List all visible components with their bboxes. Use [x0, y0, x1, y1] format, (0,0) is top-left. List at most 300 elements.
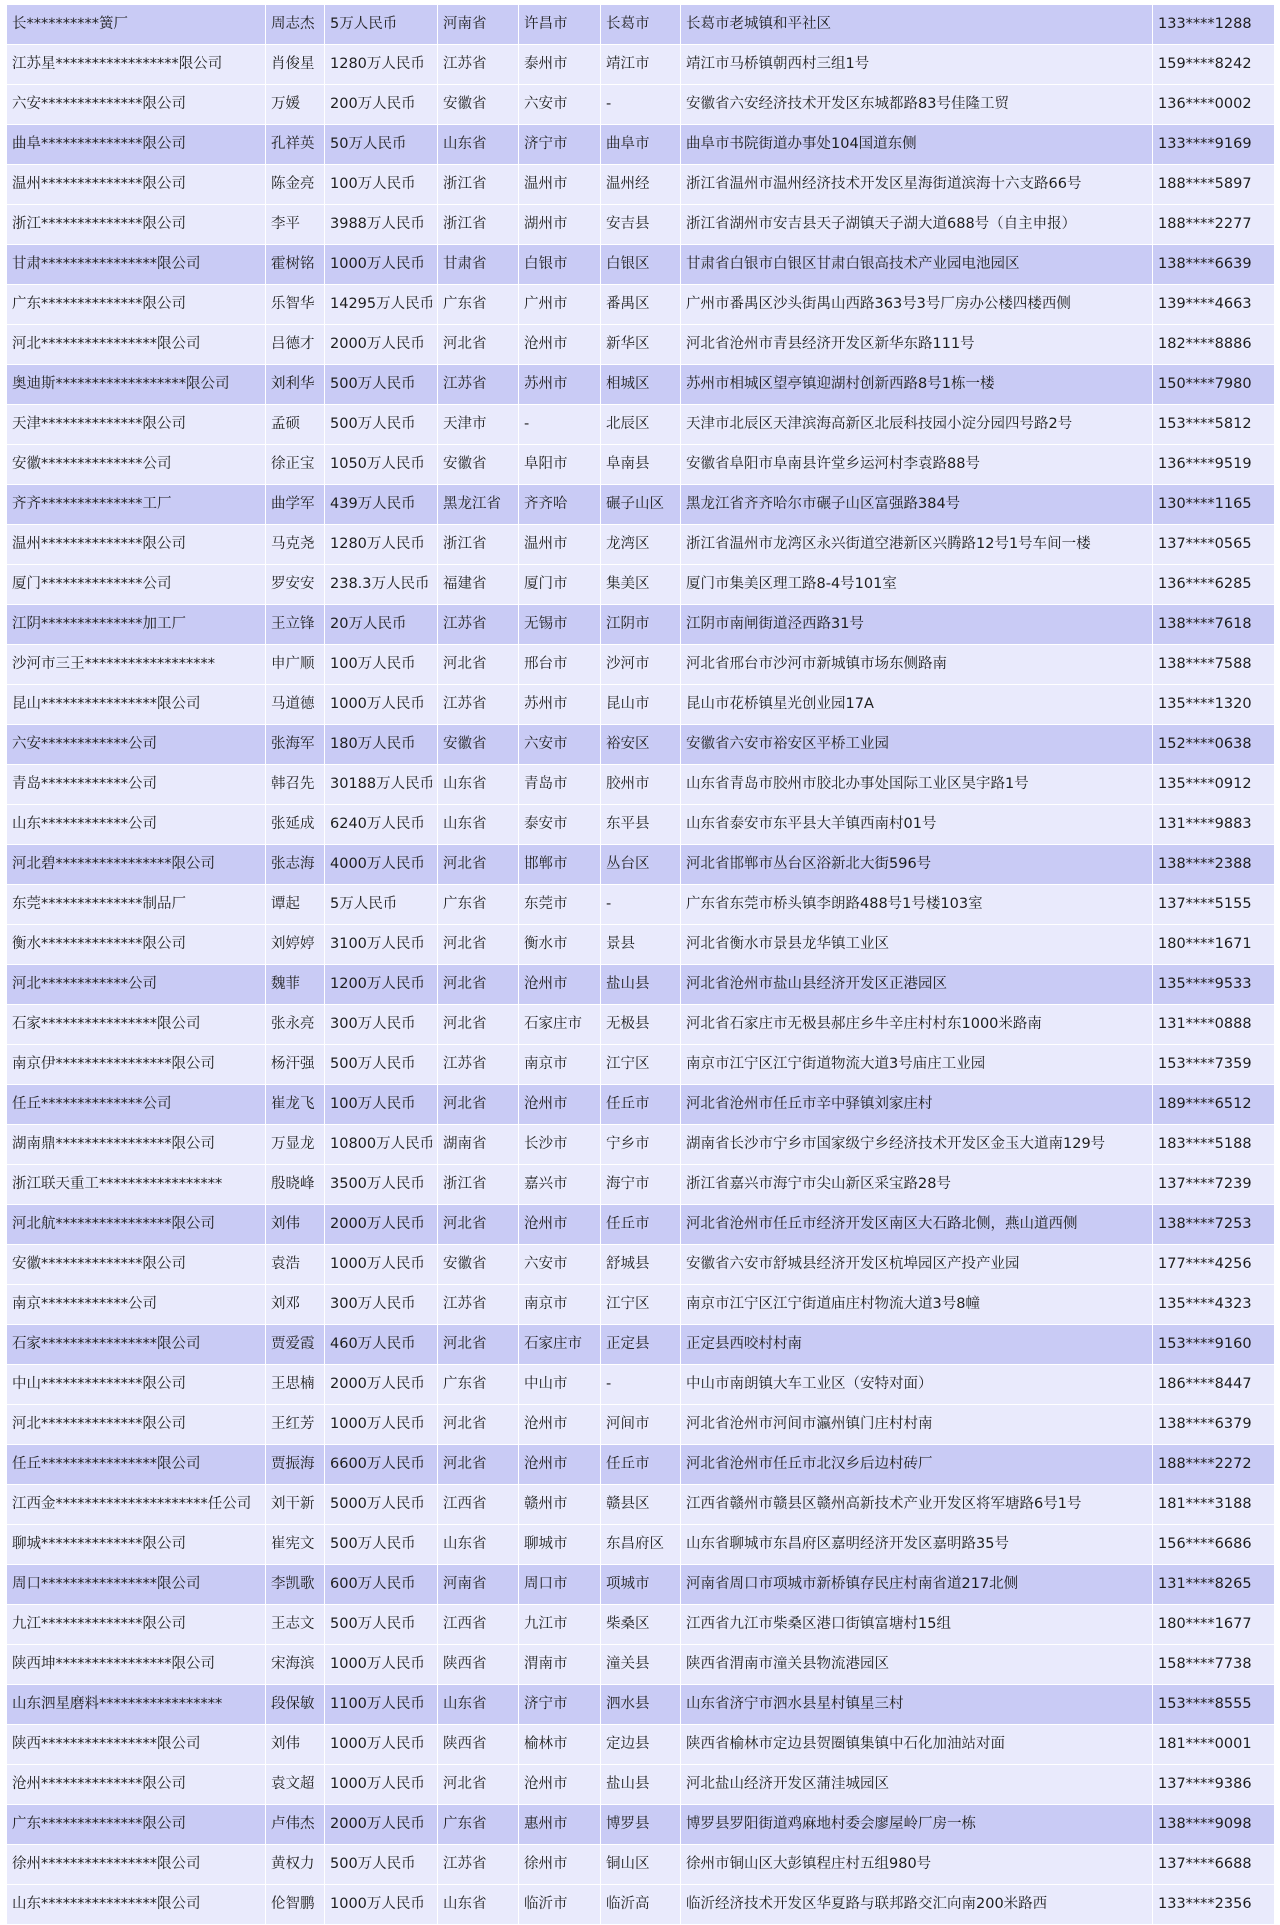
- registered-capital-cell: 500万人民币: [325, 1845, 438, 1885]
- table-row: [7, 285, 1275, 325]
- address-cell: 浙江省湖州市安吉县天子湖镇天子湖大道688号（自主申报）: [681, 205, 1153, 245]
- registered-capital-cell: 439万人民币: [325, 485, 438, 525]
- phone-cell: 159****8242: [1153, 45, 1275, 85]
- company-name-cell: 齐齐**************工厂: [7, 485, 266, 525]
- province-cell: 河北省: [438, 1765, 519, 1805]
- registered-capital-cell: 1000万人民币: [325, 1645, 438, 1685]
- address-cell: 河北省沧州市任丘市北汉乡后边村砖厂: [681, 1445, 1153, 1485]
- table-row: [7, 1845, 1275, 1885]
- province-cell: 河北省: [438, 325, 519, 365]
- district-cell: 温州经: [601, 165, 681, 205]
- company-name-cell: 江西金*********************任公司: [7, 1485, 266, 1525]
- province-cell: 江西省: [438, 1485, 519, 1525]
- registered-capital-cell: 200万人民币: [325, 85, 438, 125]
- contact-name-cell: 刘伟: [266, 1725, 325, 1765]
- city-cell: 济宁市: [519, 1685, 601, 1725]
- contact-name-cell: 宋海滨: [266, 1645, 325, 1685]
- phone-cell: 177****4256: [1153, 1245, 1275, 1285]
- address-cell: 浙江省温州市龙湾区永兴街道空港新区兴腾路12号1号车间一楼: [681, 525, 1153, 565]
- company-name-cell: 衡水**************限公司: [7, 925, 266, 965]
- registered-capital-cell: 500万人民币: [325, 405, 438, 445]
- table-row: [7, 565, 1275, 605]
- address-cell: 浙江省嘉兴市海宁市尖山新区采宝路28号: [681, 1165, 1153, 1205]
- address-cell: 苏州市相城区望亭镇迎湖村创新西路8号1栋一楼: [681, 365, 1153, 405]
- contact-name-cell: 张志海: [266, 845, 325, 885]
- phone-cell: 188****2272: [1153, 1445, 1275, 1485]
- contact-name-cell: 乐智华: [266, 285, 325, 325]
- address-cell: 河北省沧州市盐山县经济开发区正港园区: [681, 965, 1153, 1005]
- address-cell: 天津市北辰区天津滨海高新区北辰科技园小淀分园四号路2号: [681, 405, 1153, 445]
- district-cell: 潼关县: [601, 1645, 681, 1685]
- address-cell: 江西省九江市柴桑区港口街镇富塘村15组: [681, 1605, 1153, 1645]
- contact-name-cell: 万媛: [266, 85, 325, 125]
- registered-capital-cell: 1000万人民币: [325, 1405, 438, 1445]
- address-cell: 河北省邢台市沙河市新城镇市场东侧路南: [681, 645, 1153, 685]
- company-name-cell: 安徽**************公司: [7, 445, 266, 485]
- address-cell: 河北省衡水市景县龙华镇工业区: [681, 925, 1153, 965]
- phone-cell: 153****7359: [1153, 1045, 1275, 1085]
- registered-capital-cell: 1000万人民币: [325, 245, 438, 285]
- district-cell: 裕安区: [601, 725, 681, 765]
- company-name-cell: 河北碧****************限公司: [7, 845, 266, 885]
- phone-cell: 136****9519: [1153, 445, 1275, 485]
- contact-name-cell: 刘利华: [266, 365, 325, 405]
- address-cell: 浙江省温州市温州经济技术开发区星海街道滨海十六支路66号: [681, 165, 1153, 205]
- city-cell: 石家庄市: [519, 1325, 601, 1365]
- address-cell: 正定县西咬村村南: [681, 1325, 1153, 1365]
- province-cell: 河北省: [438, 645, 519, 685]
- address-cell: 安徽省六安市裕安区平桥工业园: [681, 725, 1153, 765]
- table-row: [7, 1245, 1275, 1285]
- province-cell: 山东省: [438, 125, 519, 165]
- contact-name-cell: 袁文超: [266, 1765, 325, 1805]
- company-name-cell: 聊城**************限公司: [7, 1525, 266, 1565]
- company-name-cell: 昆山****************限公司: [7, 685, 266, 725]
- address-cell: 陕西省渭南市潼关县物流港园区: [681, 1645, 1153, 1685]
- registered-capital-cell: 1280万人民币: [325, 525, 438, 565]
- address-cell: 山东省聊城市东昌府区嘉明经济开发区嘉明路35号: [681, 1525, 1153, 1565]
- phone-cell: 137****7239: [1153, 1165, 1275, 1205]
- address-cell: 江西省赣州市赣县区赣州高新技术产业开发区将军塘路6号1号: [681, 1485, 1153, 1525]
- district-cell: 阜南县: [601, 445, 681, 485]
- contact-name-cell: 吕德才: [266, 325, 325, 365]
- phone-cell: 135****9533: [1153, 965, 1275, 1005]
- district-cell: 海宁市: [601, 1165, 681, 1205]
- province-cell: 山东省: [438, 805, 519, 845]
- district-cell: 新华区: [601, 325, 681, 365]
- city-cell: 沧州市: [519, 1085, 601, 1125]
- contact-name-cell: 孟硕: [266, 405, 325, 445]
- district-cell: 番禺区: [601, 285, 681, 325]
- city-cell: 渭南市: [519, 1645, 601, 1685]
- registered-capital-cell: 100万人民币: [325, 1085, 438, 1125]
- table-row: [7, 805, 1275, 845]
- address-cell: 曲阜市书院街道办事处104国道东侧: [681, 125, 1153, 165]
- company-name-cell: 温州**************限公司: [7, 165, 266, 205]
- table-row: [7, 1685, 1275, 1725]
- table-row: [7, 85, 1275, 125]
- registered-capital-cell: 5000万人民币: [325, 1485, 438, 1525]
- phone-cell: 138****6639: [1153, 245, 1275, 285]
- district-cell: 河间市: [601, 1405, 681, 1445]
- registered-capital-cell: 3500万人民币: [325, 1165, 438, 1205]
- company-name-cell: 甘肃****************限公司: [7, 245, 266, 285]
- province-cell: 安徽省: [438, 445, 519, 485]
- city-cell: 齐齐哈: [519, 485, 601, 525]
- company-name-cell: 九江**************限公司: [7, 1605, 266, 1645]
- contact-name-cell: 李平: [266, 205, 325, 245]
- registered-capital-cell: 20万人民币: [325, 605, 438, 645]
- contact-name-cell: 殷晓峰: [266, 1165, 325, 1205]
- registered-capital-cell: 3100万人民币: [325, 925, 438, 965]
- city-cell: 南京市: [519, 1045, 601, 1085]
- contact-name-cell: 罗安安: [266, 565, 325, 605]
- table-row: [7, 125, 1275, 165]
- district-cell: 临沂高: [601, 1885, 681, 1925]
- contact-name-cell: 崔宪文: [266, 1525, 325, 1565]
- phone-cell: 152****0638: [1153, 725, 1275, 765]
- contact-name-cell: 万显龙: [266, 1125, 325, 1165]
- city-cell: 榆林市: [519, 1725, 601, 1765]
- city-cell: 厦门市: [519, 565, 601, 605]
- table-row: [7, 5, 1275, 45]
- district-cell: 东平县: [601, 805, 681, 845]
- city-cell: 沧州市: [519, 1765, 601, 1805]
- company-name-cell: 山东泗星磨料*****************: [7, 1685, 266, 1725]
- phone-cell: 188****5897: [1153, 165, 1275, 205]
- address-cell: 河北省沧州市青县经济开发区新华东路111号: [681, 325, 1153, 365]
- table-row: [7, 1525, 1275, 1565]
- province-cell: 黑龙江省: [438, 485, 519, 525]
- company-name-cell: 石家****************限公司: [7, 1005, 266, 1045]
- district-cell: 盐山县: [601, 1765, 681, 1805]
- contact-name-cell: 张永亮: [266, 1005, 325, 1045]
- phone-cell: 138****9098: [1153, 1805, 1275, 1845]
- province-cell: 广东省: [438, 1805, 519, 1845]
- province-cell: 浙江省: [438, 165, 519, 205]
- company-name-cell: 曲阜**************限公司: [7, 125, 266, 165]
- contact-name-cell: 徐正宝: [266, 445, 325, 485]
- province-cell: 福建省: [438, 565, 519, 605]
- phone-cell: 130****1165: [1153, 485, 1275, 525]
- registered-capital-cell: 100万人民币: [325, 645, 438, 685]
- contact-name-cell: 刘邓: [266, 1285, 325, 1325]
- province-cell: 甘肃省: [438, 245, 519, 285]
- registered-capital-cell: 1100万人民币: [325, 1685, 438, 1725]
- table-row: [7, 485, 1275, 525]
- company-name-cell: 河北****************限公司: [7, 325, 266, 365]
- contact-name-cell: 韩召先: [266, 765, 325, 805]
- company-name-cell: 河北**************限公司: [7, 1405, 266, 1445]
- province-cell: 山东省: [438, 1685, 519, 1725]
- phone-cell: 137****0565: [1153, 525, 1275, 565]
- table-row: [7, 1445, 1275, 1485]
- company-name-cell: 奥迪斯******************限公司: [7, 365, 266, 405]
- city-cell: 南京市: [519, 1285, 601, 1325]
- registered-capital-cell: 500万人民币: [325, 1605, 438, 1645]
- registered-capital-cell: 5万人民币: [325, 885, 438, 925]
- registered-capital-cell: 4000万人民币: [325, 845, 438, 885]
- company-name-cell: 六安************公司: [7, 725, 266, 765]
- phone-cell: 131****8265: [1153, 1565, 1275, 1605]
- registered-capital-cell: 100万人民币: [325, 165, 438, 205]
- address-cell: 江阴市南闸街道泾西路31号: [681, 605, 1153, 645]
- address-cell: 山东省青岛市胶州市胶北办事处国际工业区昊宇路1号: [681, 765, 1153, 805]
- city-cell: 湖州市: [519, 205, 601, 245]
- district-cell: 景县: [601, 925, 681, 965]
- company-name-cell: 广东**************限公司: [7, 285, 266, 325]
- address-cell: 黑龙江省齐齐哈尔市碾子山区富强路384号: [681, 485, 1153, 525]
- district-cell: 东昌府区: [601, 1525, 681, 1565]
- city-cell: 沧州市: [519, 1205, 601, 1245]
- province-cell: 江苏省: [438, 1285, 519, 1325]
- registered-capital-cell: 500万人民币: [325, 1525, 438, 1565]
- province-cell: 江西省: [438, 1605, 519, 1645]
- table-row: [7, 1285, 1275, 1325]
- address-cell: 河北省沧州市河间市瀛州镇门庄村村南: [681, 1405, 1153, 1445]
- phone-cell: 180****1671: [1153, 925, 1275, 965]
- city-cell: 石家庄市: [519, 1005, 601, 1045]
- table-row: [7, 1205, 1275, 1245]
- contact-name-cell: 贾振海: [266, 1445, 325, 1485]
- province-cell: 陕西省: [438, 1725, 519, 1765]
- city-cell: 苏州市: [519, 685, 601, 725]
- city-cell: 赣州市: [519, 1485, 601, 1525]
- phone-cell: 158****7738: [1153, 1645, 1275, 1685]
- table-row: [7, 1125, 1275, 1165]
- company-name-cell: 河北************公司: [7, 965, 266, 1005]
- phone-cell: 133****1288: [1153, 5, 1275, 45]
- table-row: [7, 525, 1275, 565]
- address-cell: 甘肃省白银市白银区甘肃白银高技术产业园电池园区: [681, 245, 1153, 285]
- province-cell: 山东省: [438, 1885, 519, 1925]
- address-cell: 河北盐山经济开发区蒲洼城园区: [681, 1765, 1153, 1805]
- district-cell: 丛台区: [601, 845, 681, 885]
- company-name-cell: 陕西****************限公司: [7, 1725, 266, 1765]
- table-row: [7, 765, 1275, 805]
- phone-cell: 181****3188: [1153, 1485, 1275, 1525]
- address-cell: 广州市番禺区沙头街禺山西路363号3号厂房办公楼四楼西侧: [681, 285, 1153, 325]
- city-cell: 临沂市: [519, 1885, 601, 1925]
- registered-capital-cell: 500万人民币: [325, 1045, 438, 1085]
- address-cell: 南京市江宁区江宁街道物流大道3号庙庄工业园: [681, 1045, 1153, 1085]
- phone-cell: 138****7618: [1153, 605, 1275, 645]
- registered-capital-cell: 50万人民币: [325, 125, 438, 165]
- address-cell: 河北省沧州市任丘市经济开发区南区大石路北侧，燕山道西侧: [681, 1205, 1153, 1245]
- district-cell: 集美区: [601, 565, 681, 605]
- province-cell: 河南省: [438, 5, 519, 45]
- address-cell: 陕西省榆林市定边县贺圈镇集镇中石化加油站对面: [681, 1725, 1153, 1765]
- contact-name-cell: 谭起: [266, 885, 325, 925]
- phone-cell: 139****4663: [1153, 285, 1275, 325]
- company-name-cell: 广东**************限公司: [7, 1805, 266, 1845]
- company-name-cell: 任丘****************限公司: [7, 1445, 266, 1485]
- contact-name-cell: 孔祥英: [266, 125, 325, 165]
- table-row: [7, 205, 1275, 245]
- city-cell: 六安市: [519, 1245, 601, 1285]
- table-row: [7, 645, 1275, 685]
- registered-capital-cell: 2000万人民币: [325, 1805, 438, 1845]
- province-cell: 河北省: [438, 965, 519, 1005]
- district-cell: 长葛市: [601, 5, 681, 45]
- province-cell: 江苏省: [438, 1045, 519, 1085]
- province-cell: 浙江省: [438, 205, 519, 245]
- company-name-cell: 浙江联天重工*****************: [7, 1165, 266, 1205]
- city-cell: 六安市: [519, 725, 601, 765]
- district-cell: 定边县: [601, 1725, 681, 1765]
- registered-capital-cell: 14295万人民币: [325, 285, 438, 325]
- address-cell: 临沂经济技术开发区华夏路与联邦路交汇向南200米路西: [681, 1885, 1153, 1925]
- district-cell: 盐山县: [601, 965, 681, 1005]
- table-row: [7, 1005, 1275, 1045]
- city-cell: -: [519, 405, 601, 445]
- province-cell: 浙江省: [438, 525, 519, 565]
- phone-cell: 131****0888: [1153, 1005, 1275, 1045]
- city-cell: 周口市: [519, 1565, 601, 1605]
- registered-capital-cell: 1280万人民币: [325, 45, 438, 85]
- province-cell: 江苏省: [438, 685, 519, 725]
- city-cell: 许昌市: [519, 5, 601, 45]
- district-cell: 靖江市: [601, 45, 681, 85]
- district-cell: 博罗县: [601, 1805, 681, 1845]
- city-cell: 泰州市: [519, 45, 601, 85]
- district-cell: 相城区: [601, 365, 681, 405]
- province-cell: 广东省: [438, 285, 519, 325]
- district-cell: 沙河市: [601, 645, 681, 685]
- district-cell: 舒城县: [601, 1245, 681, 1285]
- registered-capital-cell: 30188万人民币: [325, 765, 438, 805]
- district-cell: 铜山区: [601, 1845, 681, 1885]
- table-row: [7, 365, 1275, 405]
- contact-name-cell: 马道德: [266, 685, 325, 725]
- company-name-cell: 山东************公司: [7, 805, 266, 845]
- city-cell: 沧州市: [519, 1445, 601, 1485]
- registered-capital-cell: 238.3万人民币: [325, 565, 438, 605]
- phone-cell: 138****7253: [1153, 1205, 1275, 1245]
- contact-name-cell: 李凯歌: [266, 1565, 325, 1605]
- table-row: [7, 165, 1275, 205]
- city-cell: 徐州市: [519, 1845, 601, 1885]
- district-cell: 赣县区: [601, 1485, 681, 1525]
- table-row: [7, 1405, 1275, 1445]
- city-cell: 邢台市: [519, 645, 601, 685]
- address-cell: 广东省东莞市桥头镇李朗路488号1号楼103室: [681, 885, 1153, 925]
- phone-cell: 156****6686: [1153, 1525, 1275, 1565]
- table-row: [7, 1885, 1275, 1925]
- address-cell: 长葛市老城镇和平社区: [681, 5, 1153, 45]
- city-cell: 沧州市: [519, 325, 601, 365]
- contact-name-cell: 霍树铭: [266, 245, 325, 285]
- contact-name-cell: 张海军: [266, 725, 325, 765]
- province-cell: 河北省: [438, 845, 519, 885]
- contact-name-cell: 袁浩: [266, 1245, 325, 1285]
- city-cell: 苏州市: [519, 365, 601, 405]
- address-cell: 山东省济宁市泗水县星村镇星三村: [681, 1685, 1153, 1725]
- registered-capital-cell: 1200万人民币: [325, 965, 438, 1005]
- city-cell: 九江市: [519, 1605, 601, 1645]
- district-cell: 江宁区: [601, 1285, 681, 1325]
- contact-name-cell: 贾爱霞: [266, 1325, 325, 1365]
- company-name-cell: 陕西坤****************限公司: [7, 1645, 266, 1685]
- city-cell: 无锡市: [519, 605, 601, 645]
- district-cell: 江阴市: [601, 605, 681, 645]
- registered-capital-cell: 180万人民币: [325, 725, 438, 765]
- company-name-cell: 湖南鼎****************限公司: [7, 1125, 266, 1165]
- table-row: [7, 1605, 1275, 1645]
- city-cell: 衡水市: [519, 925, 601, 965]
- district-cell: 任丘市: [601, 1445, 681, 1485]
- table-row: [7, 965, 1275, 1005]
- city-cell: 泰安市: [519, 805, 601, 845]
- province-cell: 河北省: [438, 925, 519, 965]
- phone-cell: 137****9386: [1153, 1765, 1275, 1805]
- city-cell: 聊城市: [519, 1525, 601, 1565]
- city-cell: 沧州市: [519, 1405, 601, 1445]
- registered-capital-cell: 2000万人民币: [325, 1205, 438, 1245]
- city-cell: 广州市: [519, 285, 601, 325]
- company-name-cell: 沙河市三王******************: [7, 645, 266, 685]
- table-row: [7, 1085, 1275, 1125]
- company-name-cell: 石家****************限公司: [7, 1325, 266, 1365]
- phone-cell: 186****8447: [1153, 1365, 1275, 1405]
- company-name-cell: 南京伊****************限公司: [7, 1045, 266, 1085]
- contact-name-cell: 张延成: [266, 805, 325, 845]
- phone-cell: 153****5812: [1153, 405, 1275, 445]
- company-name-cell: 南京************公司: [7, 1285, 266, 1325]
- table-row: [7, 1485, 1275, 1525]
- company-name-cell: 河北航****************限公司: [7, 1205, 266, 1245]
- phone-cell: 183****5188: [1153, 1125, 1275, 1165]
- table-row: [7, 1045, 1275, 1085]
- province-cell: 陕西省: [438, 1645, 519, 1685]
- district-cell: 江宁区: [601, 1045, 681, 1085]
- phone-cell: 135****4323: [1153, 1285, 1275, 1325]
- phone-cell: 138****7588: [1153, 645, 1275, 685]
- phone-cell: 137****6688: [1153, 1845, 1275, 1885]
- address-cell: 山东省泰安市东平县大羊镇西南村01号: [681, 805, 1153, 845]
- province-cell: 江苏省: [438, 1845, 519, 1885]
- registered-capital-cell: 1000万人民币: [325, 1765, 438, 1805]
- city-cell: 温州市: [519, 525, 601, 565]
- table-row: [7, 405, 1275, 445]
- district-cell: 泗水县: [601, 1685, 681, 1725]
- phone-cell: 189****6512: [1153, 1085, 1275, 1125]
- address-cell: 昆山市花桥镇星光创业园17A: [681, 685, 1153, 725]
- province-cell: 河北省: [438, 1445, 519, 1485]
- province-cell: 河北省: [438, 1205, 519, 1245]
- company-name-cell: 任丘**************公司: [7, 1085, 266, 1125]
- phone-cell: 180****1677: [1153, 1605, 1275, 1645]
- registered-capital-cell: 1000万人民币: [325, 685, 438, 725]
- phone-cell: 182****8886: [1153, 325, 1275, 365]
- registered-capital-cell: 300万人民币: [325, 1005, 438, 1045]
- city-cell: 阜阳市: [519, 445, 601, 485]
- phone-cell: 133****9169: [1153, 125, 1275, 165]
- company-name-cell: 浙江**************限公司: [7, 205, 266, 245]
- contact-name-cell: 刘婷婷: [266, 925, 325, 965]
- contact-name-cell: 魏菲: [266, 965, 325, 1005]
- phone-cell: 136****6285: [1153, 565, 1275, 605]
- contact-name-cell: 段保敏: [266, 1685, 325, 1725]
- province-cell: 江苏省: [438, 45, 519, 85]
- registered-capital-cell: 6600万人民币: [325, 1445, 438, 1485]
- province-cell: 安徽省: [438, 85, 519, 125]
- registered-capital-cell: 1000万人民币: [325, 1245, 438, 1285]
- city-cell: 青岛市: [519, 765, 601, 805]
- district-cell: -: [601, 1365, 681, 1405]
- phone-cell: 136****0002: [1153, 85, 1275, 125]
- table-row: [7, 1805, 1275, 1845]
